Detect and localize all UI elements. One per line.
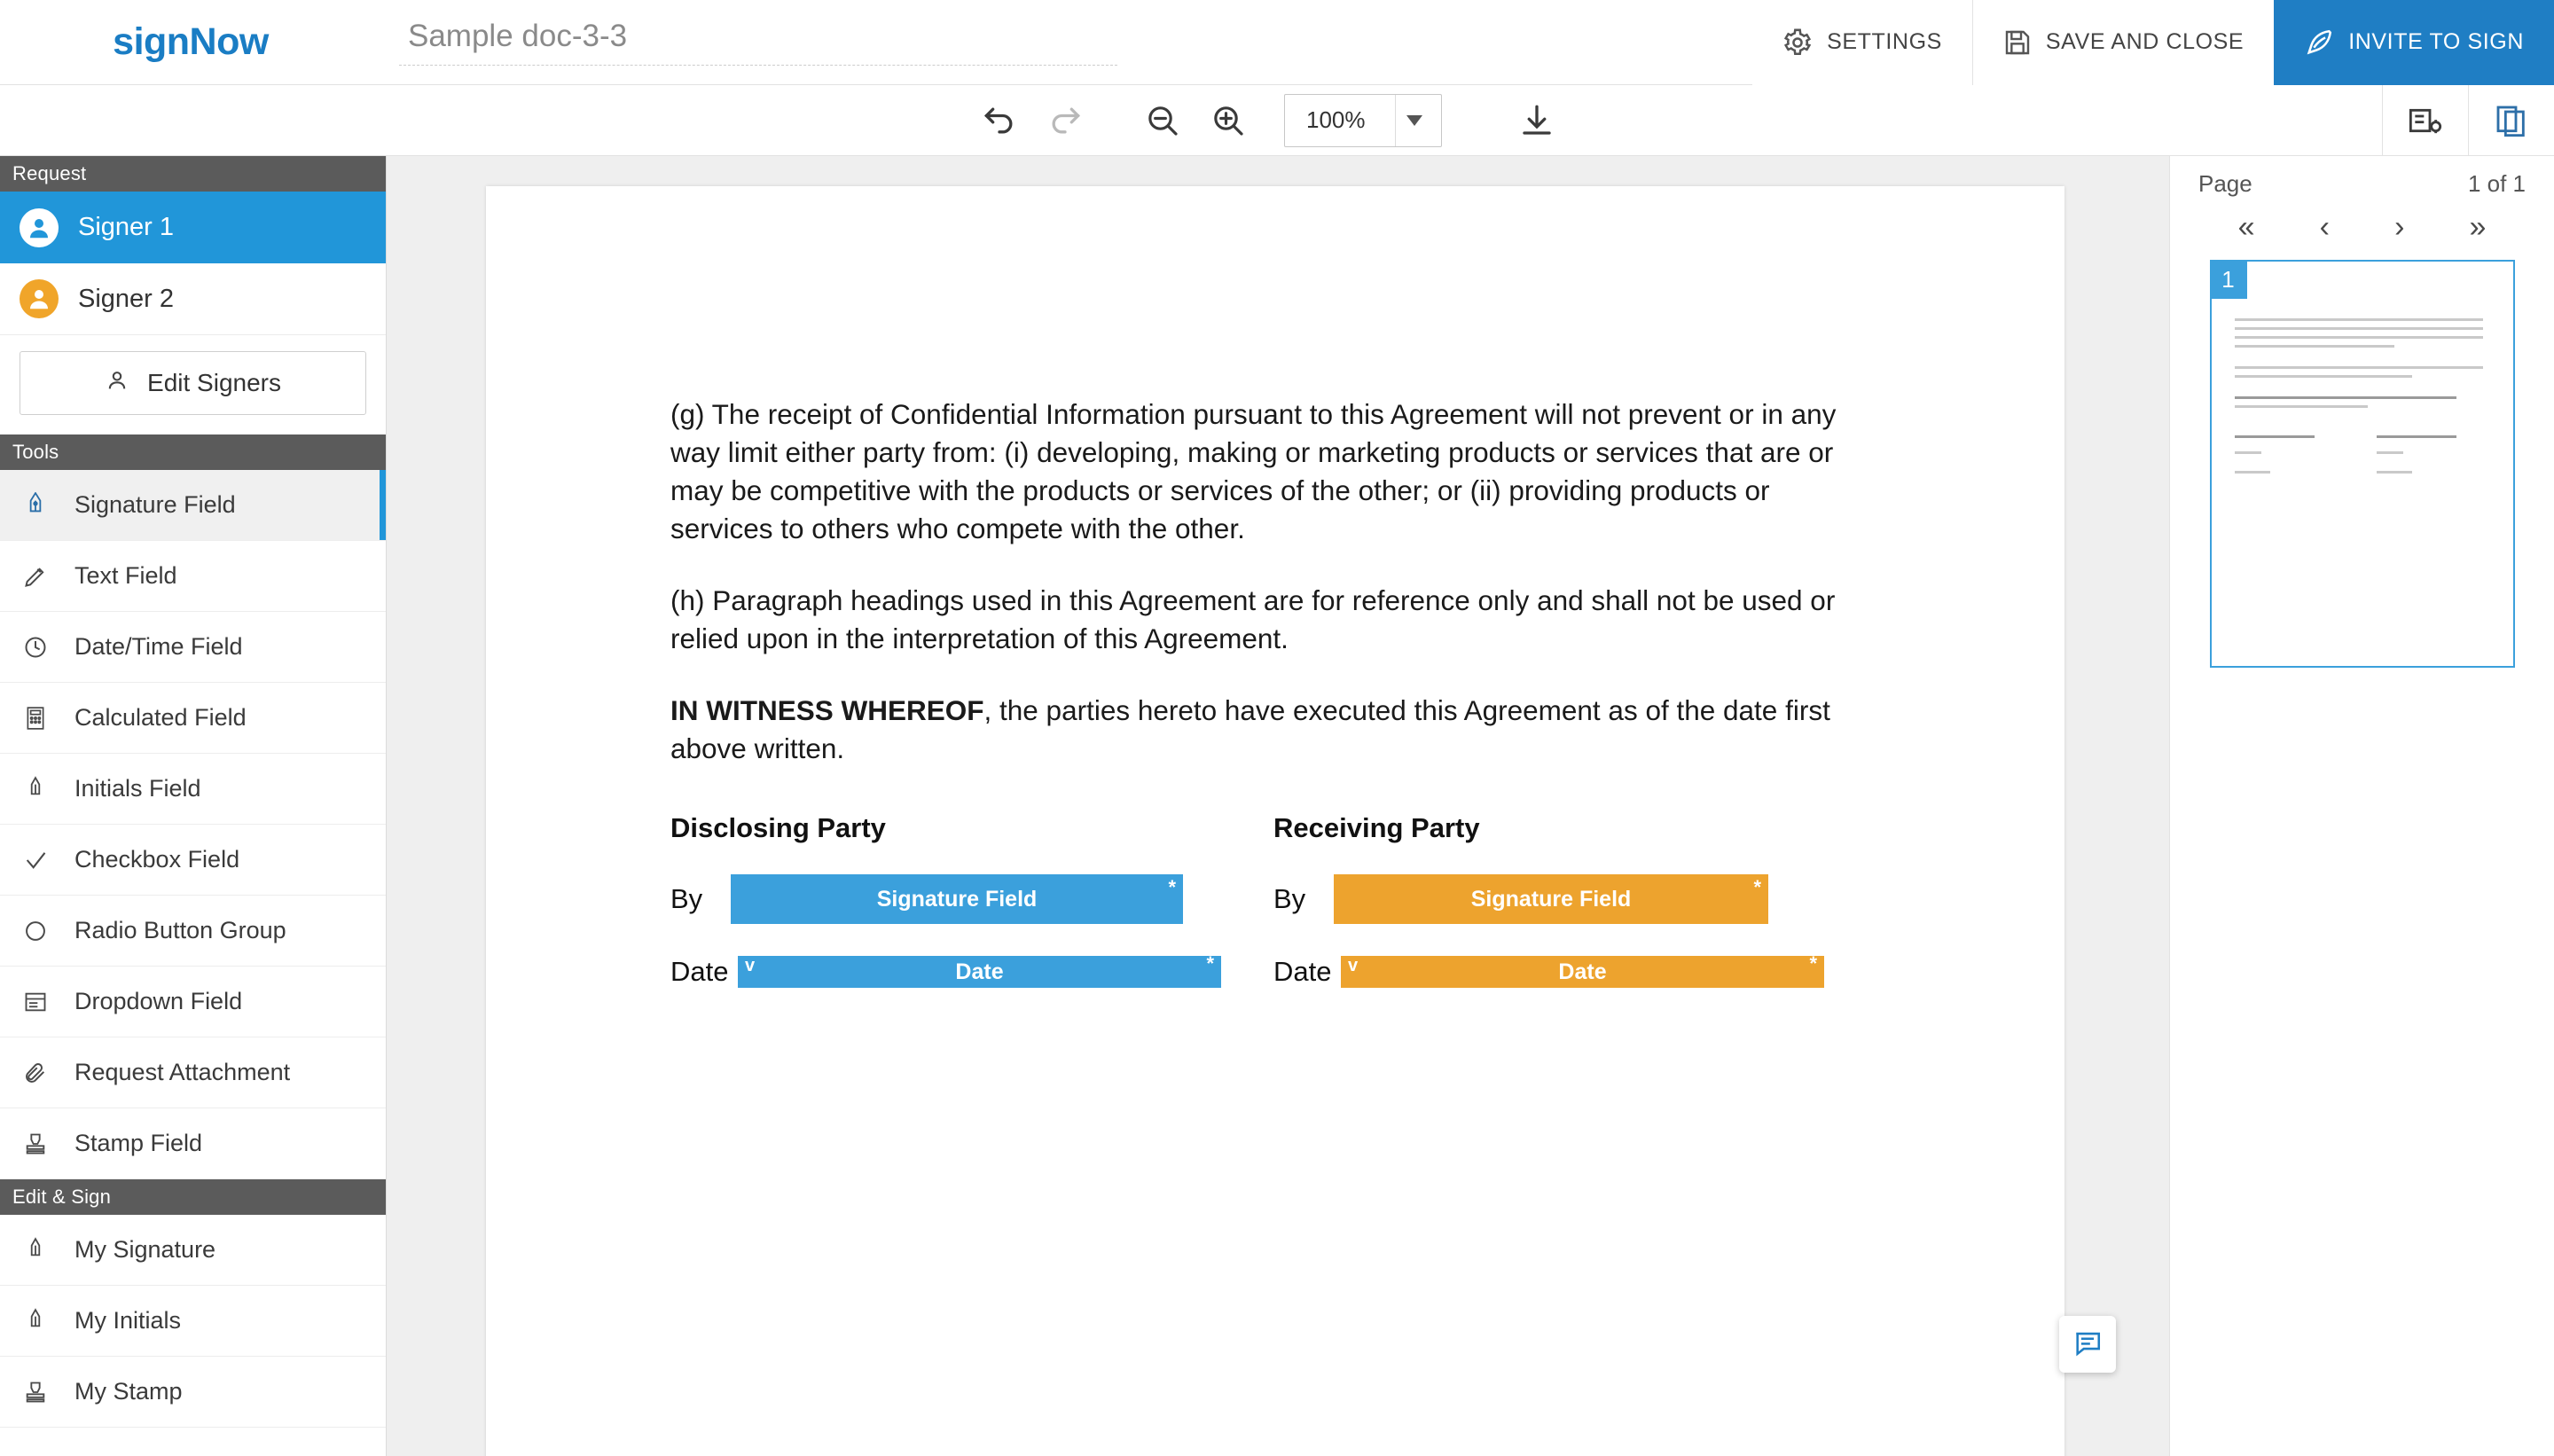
document-paragraph-h: (h) Paragraph headings used in this Agreement are for reference only and shall not be used or relied upon in the interpretation of this Agreement. bbox=[670, 584, 1836, 654]
zoom-out-button[interactable] bbox=[1130, 88, 1195, 153]
date-field-signer2[interactable] bbox=[1341, 952, 1824, 988]
signature-field-signer2-label: Signature Field bbox=[1470, 886, 1632, 912]
disclosing-party-by-label: By bbox=[670, 883, 703, 914]
app-logo[interactable] bbox=[0, 20, 381, 64]
tool-dropdown-field-label: Dropdown Field bbox=[74, 988, 243, 1014]
sidebar-signer-1[interactable] bbox=[0, 192, 386, 263]
previous-page-button[interactable]: ‹ bbox=[2319, 210, 2330, 244]
edit-signers-label: Edit Signers bbox=[147, 369, 281, 396]
document-content bbox=[670, 395, 1876, 1020]
thumb-line bbox=[2235, 405, 2368, 408]
invite-to-sign-label: INVITE TO SIGN bbox=[2348, 29, 2524, 54]
thumb-line bbox=[2235, 327, 2483, 330]
page-count: 1 of 1 bbox=[2467, 170, 2526, 197]
tool-signature-field-label: Signature Field bbox=[74, 491, 236, 518]
sidebar-section-edit-sign: Edit & Sign bbox=[0, 1179, 386, 1215]
thumb-line bbox=[2235, 318, 2483, 321]
tool-my-initials-label: My Initials bbox=[74, 1307, 182, 1334]
page-label: Page bbox=[2198, 170, 2252, 197]
quill-icon bbox=[2304, 27, 2334, 58]
receiving-party-title: Receiving Party bbox=[1273, 812, 1480, 843]
document-title-input[interactable]: Sample doc-3-3 bbox=[399, 19, 1117, 66]
document-settings-button[interactable] bbox=[2383, 85, 2468, 155]
sidebar-section-request: Request bbox=[0, 156, 386, 192]
tool-text-field-label: Text Field bbox=[74, 562, 177, 589]
top-actions bbox=[1752, 0, 2554, 85]
thumb-line bbox=[2235, 471, 2270, 474]
initials-icon bbox=[20, 776, 51, 802]
edit-signers-wrap bbox=[0, 335, 386, 434]
tool-stamp-field[interactable] bbox=[0, 1108, 386, 1179]
zoom-in-button[interactable] bbox=[1195, 88, 1261, 153]
tool-stamp-field-label: Stamp Field bbox=[74, 1130, 203, 1156]
thumb-line bbox=[2235, 435, 2315, 438]
radio-icon bbox=[20, 919, 51, 943]
thumb-line bbox=[2235, 375, 2412, 378]
thumb-line bbox=[2235, 345, 2394, 348]
tool-calculated-field[interactable] bbox=[0, 683, 386, 754]
sidebar-signer-2-label: Signer 2 bbox=[78, 284, 175, 313]
required-asterisk: * bbox=[1206, 952, 1214, 975]
tool-my-signature-label: My Signature bbox=[74, 1236, 216, 1263]
top-bar bbox=[0, 0, 2554, 85]
date-field-signer1[interactable] bbox=[738, 952, 1221, 988]
document-witness-paragraph bbox=[670, 692, 1876, 768]
user-icon bbox=[20, 208, 59, 247]
copy-pages-button[interactable] bbox=[2469, 85, 2554, 155]
tool-initials-field-label: Initials Field bbox=[74, 775, 201, 802]
tool-my-stamp-label: My Stamp bbox=[74, 1378, 183, 1405]
save-and-close-label: SAVE AND CLOSE bbox=[2045, 29, 2245, 54]
pen-nib-icon bbox=[20, 1237, 51, 1264]
app-logo-text: signNow bbox=[113, 20, 269, 63]
next-page-button[interactable]: › bbox=[2394, 210, 2405, 244]
paperclip-icon bbox=[20, 1061, 51, 1085]
tool-request-attachment[interactable] bbox=[0, 1037, 386, 1108]
date-field-signer1-label: Date bbox=[955, 959, 1004, 984]
chat-icon bbox=[2072, 1327, 2103, 1362]
sidebar-signer-2[interactable] bbox=[0, 263, 386, 335]
tool-calculated-field-label: Calculated Field bbox=[74, 704, 247, 731]
thumb-line bbox=[2377, 435, 2456, 438]
tool-date-time-field-label: Date/Time Field bbox=[74, 633, 243, 660]
thumb-line bbox=[2235, 366, 2483, 369]
thumb-line bbox=[2377, 451, 2403, 454]
disclosing-party-column bbox=[670, 812, 1273, 1020]
save-disk-icon bbox=[2003, 28, 2032, 57]
toolbar-center-group bbox=[967, 88, 1570, 153]
receiving-party-by-label: By bbox=[1273, 883, 1306, 914]
tool-text-field[interactable] bbox=[0, 541, 386, 612]
settings-button[interactable] bbox=[1752, 0, 1972, 85]
page-thumbnails-panel bbox=[2169, 156, 2554, 1456]
chevron-down-icon bbox=[1395, 95, 1432, 146]
disclosing-party-by-line bbox=[670, 874, 1273, 924]
required-asterisk: * bbox=[1809, 952, 1817, 975]
invite-to-sign-button[interactable] bbox=[2274, 0, 2554, 85]
zoom-level-value: 100% bbox=[1306, 106, 1366, 133]
page-navigation bbox=[2170, 207, 2554, 260]
signature-field-signer2[interactable] bbox=[1334, 874, 1768, 924]
toolbar-right-group bbox=[2382, 85, 2554, 155]
redo-button[interactable] bbox=[1032, 88, 1098, 153]
pencil-icon bbox=[20, 564, 51, 589]
user-icon bbox=[20, 279, 59, 318]
pen-nib-icon bbox=[20, 492, 51, 519]
chevron-down-icon: v bbox=[745, 956, 756, 975]
thumbnail-list bbox=[2170, 260, 2554, 668]
document-page-1 bbox=[486, 186, 2064, 1456]
signature-block bbox=[670, 812, 1876, 1020]
witness-rest-text: , the parties hereto have executed this Agreement as of the date first above written. bbox=[670, 694, 1830, 764]
document-paragraph-g: (g) The receipt of Confidential Information pursuant to this Agreement will not prevent or in any way limit either party from: (i) developing, making or marketing products or services that are or may be competitive with the products or services of the other; or (ii) providing products or services to others who compete with the other. bbox=[670, 398, 1837, 544]
initials-icon bbox=[20, 1308, 51, 1335]
sidebar-signer-1-label: Signer 1 bbox=[78, 213, 175, 241]
thumb-line bbox=[2235, 336, 2483, 339]
tool-my-signature[interactable] bbox=[0, 1215, 386, 1286]
undo-button[interactable] bbox=[967, 88, 1032, 153]
receiving-party-date-line bbox=[1273, 952, 1876, 988]
disclosing-party-title: Disclosing Party bbox=[670, 812, 886, 843]
chevron-down-icon: v bbox=[1348, 956, 1359, 975]
check-icon bbox=[20, 848, 51, 873]
tool-my-initials[interactable] bbox=[0, 1286, 386, 1357]
settings-label: SETTINGS bbox=[1827, 29, 1942, 54]
tool-date-time-field[interactable] bbox=[0, 612, 386, 683]
first-page-button[interactable]: « bbox=[2237, 210, 2255, 244]
page-thumbnail-1[interactable] bbox=[2210, 260, 2515, 668]
editor-toolbar bbox=[0, 85, 2554, 156]
receiving-party-by-line bbox=[1273, 874, 1876, 924]
stamp-icon bbox=[20, 1131, 51, 1156]
support-chat-button[interactable] bbox=[2059, 1316, 2116, 1373]
document-canvas bbox=[387, 156, 2169, 1456]
left-sidebar bbox=[0, 156, 387, 1456]
tool-request-attachment-label: Request Attachment bbox=[74, 1059, 291, 1085]
date-field-signer2-label: Date bbox=[1558, 959, 1607, 984]
tool-radio-button-group-label: Radio Button Group bbox=[74, 917, 286, 943]
tool-signature-field[interactable] bbox=[0, 470, 386, 541]
disclosing-party-date-label: Date bbox=[670, 956, 729, 987]
tool-radio-button-group[interactable] bbox=[0, 896, 386, 967]
page-thumbnail-1-number: 1 bbox=[2210, 260, 2247, 299]
witness-bold-text: IN WITNESS WHEREOF bbox=[670, 694, 984, 726]
signature-field-signer1-label: Signature Field bbox=[876, 886, 1038, 912]
clock-icon bbox=[20, 635, 51, 660]
thumb-line bbox=[2235, 451, 2261, 454]
receiving-party-column bbox=[1273, 812, 1876, 1020]
gear-icon bbox=[1782, 27, 1813, 58]
page-header bbox=[2170, 156, 2554, 207]
thumb-line bbox=[2235, 396, 2456, 399]
required-asterisk: * bbox=[1753, 876, 1761, 898]
zoom-level-select[interactable] bbox=[1284, 94, 1442, 147]
save-and-close-button[interactable] bbox=[1972, 0, 2274, 85]
disclosing-party-date-line bbox=[670, 952, 1273, 988]
tool-checkbox-field[interactable] bbox=[0, 825, 386, 896]
calculator-icon bbox=[20, 706, 51, 731]
stamp-icon bbox=[20, 1380, 51, 1405]
download-button[interactable] bbox=[1504, 88, 1570, 153]
user-icon bbox=[105, 368, 129, 399]
thumb-line bbox=[2377, 471, 2412, 474]
sidebar-section-tools: Tools bbox=[0, 434, 386, 470]
edit-signers-button[interactable] bbox=[20, 351, 366, 415]
tool-checkbox-field-label: Checkbox Field bbox=[74, 846, 240, 873]
tool-my-stamp[interactable] bbox=[0, 1357, 386, 1428]
receiving-party-date-label: Date bbox=[1273, 956, 1332, 987]
tool-initials-field[interactable] bbox=[0, 754, 386, 825]
dropdown-icon bbox=[20, 990, 51, 1014]
tool-dropdown-field[interactable] bbox=[0, 967, 386, 1037]
signature-field-signer1[interactable] bbox=[731, 874, 1183, 924]
required-asterisk: * bbox=[1168, 876, 1176, 898]
last-page-button[interactable]: » bbox=[2469, 210, 2487, 244]
